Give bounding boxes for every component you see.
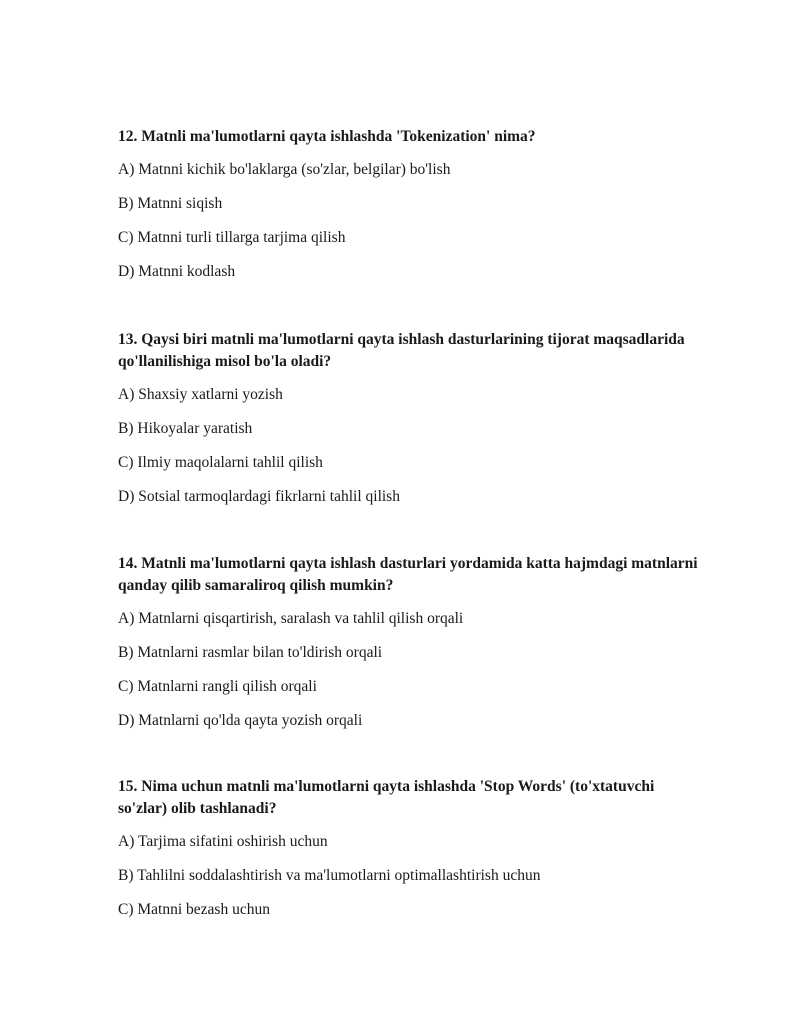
option-c: C) Matnni bezash uchun [118, 901, 270, 918]
question-title: 12. Matnli ma'lumotlarni qayta ishlashda 'Tokenization' nima? [118, 128, 536, 145]
question-title: 15. Nima uchun matnli ma'lumotlarni qayta ishlashda 'Stop Words' (to'xtatuvchi so'zlar) olib tashlanadi? [118, 778, 655, 817]
question-12 [118, 126, 698, 295]
option-c: C) Matnni turli tillarga tarjima qilish [118, 229, 346, 246]
question-14 [118, 553, 698, 744]
option-c: C) Ilmiy maqolalarni tahlil qilish [118, 454, 323, 471]
question-title: 14. Matnli ma'lumotlarni qayta ishlash dasturlari yordamida katta hajmdagi matnlarni qanday qilib samaraliroq qilish mumkin? [118, 555, 698, 594]
question-15 [118, 776, 698, 933]
option-b: B) Hikoyalar yaratish [118, 420, 253, 437]
option-d: D) Matnni kodlash [118, 263, 236, 280]
option-a: A) Matnlarni qisqartirish, saralash va tahlil qilish orqali [118, 610, 464, 627]
option-b: B) Matnlarni rasmlar bilan to'ldirish orqali [118, 644, 383, 661]
option-d: D) Matnlarni qo'lda qayta yozish orqali [118, 712, 363, 729]
option-d: D) Sotsial tarmoqlardagi fikrlarni tahlil qilish [118, 488, 400, 505]
option-a: A) Shaxsiy xatlarni yozish [118, 386, 283, 403]
question-title: 13. Qaysi biri matnli ma'lumotlarni qayta ishlash dasturlarining tijorat maqsadlarida qo'llanilishiga misol bo'la oladi? [118, 331, 685, 370]
option-b: B) Matnni siqish [118, 195, 223, 212]
option-a: A) Tarjima sifatini oshirish uchun [118, 833, 328, 850]
option-b: B) Tahlilni soddalashtirish va ma'lumotlarni optimallashtirish uchun [118, 867, 541, 884]
question-13 [118, 329, 698, 520]
option-c: C) Matnlarni rangli qilish orqali [118, 678, 317, 695]
option-a: A) Matnni kichik bo'laklarga (so'zlar, belgilar) bo'lish [118, 161, 451, 178]
